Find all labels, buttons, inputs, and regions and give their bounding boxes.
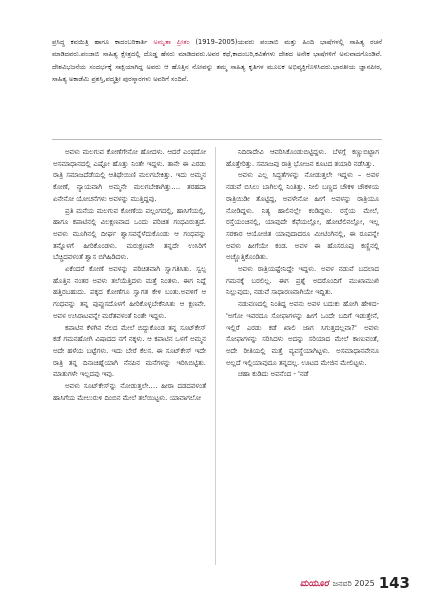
page-number: 143	[378, 574, 410, 592]
author-intro	[52, 36, 382, 86]
magazine-logo: ಮಯೂರ	[299, 579, 329, 589]
issue-date: ಜನವರಿ 2025	[332, 579, 375, 588]
story-paragraph: ನಡುವಣದಲ್ಲಿ ನಿಂತಿದ್ದ ಅವನು ಅವಳ ಬದುಕು ಹೋಗಿ ಹೇಳಿದ- 'ಅಗೋ ಇವರದೂ ಸೋಫಾಗಳನ್ನು ಹೀಗೆ ಒಂದೇ ಬದಿಗೆ ಇಡುತ್ತೇನೆ, ಇಲ್ಲಿರೆ ಎರಡು ಕಡೆ ಖಾಲಿ ಜಾಗ ಸಿಗುತ್ತದಲ್ಲವಾ?' ಅವಳು ಸೋಫಾಗಳನ್ನು ಸರಿಸಿದಳು ಅದನ್ನು ಸರಿಯಾದ ಮೇಲೆ ಕಾಣುವಂತೆ, ಅದೇ ರೀತಿಯಲ್ಲಿ ಮತ್ತೆ ವ್ಯವಸ್ಥೆಯಾಗಿಟ್ಟಳು. ಅಸಮಾಧಾನವೇನೂ ಅಲ್ಲದೆ ಇಲ್ಲಿಯಾವುದೂ ತನ್ನದಲ್ಲ. ಊಟದ ಮೇಜಿನ ಮೇಲಿಟ್ಟಳು.	[226, 300, 379, 367]
story-paragraph: ಚಹಾ ಕುಡಿದು ಅವನೆಂದ - 'ನಡೆ	[238, 370, 309, 379]
intro-text-after: (1919–2005)ಯವರು ಪಂಜಾಬಿ ಮತ್ತು ಹಿಂದಿ ಭಾಷೆಗಳಲ್ಲಿ ಸಾಹಿತ್ಯ ರಚನೆ ಮಾಡಿದವರು.ಪಂಜಾಬಿ ಸಾಹಿತ್ಯ ಕ್ಷೇತ್ರದಲ್ಲಿ ದೊಡ್ಡ ಹೆಸರು ಮಾಡಿದವರು.ಅವರ ಕಥೆ,ಕಾದಂಬರಿ,ಕವಿತೆಗಳು ದೇಶದ ಅನೇಕ ಭಾಷೆಗಳಿಗೆ ಅನುವಾದಗೊಂಡಿವೆ. ದೇಶವಿಭಜನೆಯ ಸಂದರ್ಭಕ್ಕೆ ಸಾಕ್ಷಿಯಾಗಿದ್ದ ಅವರು ಆ ಹೊತ್ತಿನ ನೋವನ್ನು ತಮ್ಮ ಸಾಹಿತ್ಯ ಕೃತಿಗಳ ಮೂಲಕ ಅಭಿವ್ಯಕ್ತಿಗೊಳಿಸಿದರು.ಭಾರತೀಯ ಜ್ಞಾನಪೀಠ, ಸಾಹಿತ್ಯ ಅಕಾಡೆಮಿ ಪ್ರಶಸ್ತಿ,ಪದ್ಮಶ್ರೀ ಪುರಸ್ಕಾರಗಳು ಅವರಿಗೆ ಸಂದಿವೆ.	[52, 38, 382, 84]
page-footer	[300, 576, 410, 591]
story-paragraph: ಅವಳು ಎಲ್ಲ ಸಿದ್ಧತೆಗಳನ್ನು ನೋಡುತ್ತಲೇ ಇದ್ದಳು – ಅವಳ ನಡುವೆ ಬಿಸಿಲು ಬಾಗಿಲಲ್ಲಿ ನಿಂತಿತ್ತು. ನೀಲಿ ಬಣ್ಣದ ಚೌಕಳಿ ಚೌಕಳಿಯ ರಾತ್ರಿಯಿಡೀ ತೊಟ್ಟಿದ್ದ, ಅವಳೇನೋ ಹೀಗೆ ಅವಳನ್ನು ರಾತ್ರಿಯೂ ನೋಡಿದ್ದಳು. ನಿತ್ಯ ಹಾಲಿನಲ್ಲೇ ಕಂಡಿದ್ದಳು. ರಸ್ತೆಯ ಮೇಲೆ, ರಸ್ತೆಯಂಚಿನಲ್ಲಿ, ಯಾವುದೇ ಕೆಫೆಯಲ್ಲೋ, ಹೋಟೆಲಿನಲ್ಲೋ, ಇಲ್ಲ ಸರಕಾರ ಆಯೋಜಿತ ಯಾವುದಾದರೂ ಮೀಟಿಂಗಿನಲ್ಲಿ, ಈ ರೂಪನ್ನೇ ಅವಳು ಹೀಗೆಯೇ ಕಂಡ. ಅವಳ ಈ ಹೊಸರೂಪು ಕಣ್ಣಿನಲ್ಲಿ ಅಚ್ಚೊತ್ತಿಕೊಂಡಿತು.	[226, 171, 379, 262]
story-paragraph: ಏಕೆಂದರೆ ಕೋಣೆ ಅವಳನ್ನು ಪರಿಚಿತವಾಗಿ ಸ್ವಾಗತಿಸಿತು. ಸ್ವಲ್ಪ ಹೊತ್ತಿನ ನಂತರ ಅವಳು ತಲೆಯೆತ್ತಿದಳು ಮತ್ತೆ ನಿಂತಳು. ಈಗ ನಿದ್ದೆ ಹತ್ತಿರಬಹುದು. ಪಕ್ಕದ ಕೋಣೆಗೂ ಸ್ವಾಗತ ಕೇಳಿ ಬಂತು.ಅವಳಿಗೆ ಆ ಗಂಧವನ್ನು ತನ್ನ ಪುಪ್ಪುಸದೊಳಗೆ ಹೀರಿಕೊಳ್ಳಬೇಕೆನಿಸಿತು ಆ ಕ್ಷಣವೇ. ಅವಳ ಉಸಿರಾಟವನ್ನೇ ಮರೆತವಳಂತೆ ನಿಂತೇ ಇದ್ದಳು.	[53, 265, 206, 320]
story-paragraph: ಅವಳು ಮಲಗುವ ಕೋಣೆಗೇನೋ ಹೋದಳು. ಆದರೆ ಎಂಥದೋ ಅಸಮಾಧಾನದಲ್ಲಿ ಎಷ್ಟೋ ಹೊತ್ತು ನಿಂತೇ ಇದ್ದಳು. ತಾನೇ ಈ ಎರಡು ರಾತ್ರಿ ಸಮಾಜದೆಡೆಯಲ್ಲಿ ಆತಿಥೇಯಿಣಿ ಮಲಗಬೇಕಿತ್ತು. ಇದು ಅಮ್ಮನ ಕೋಣೆ, ನ್ಯಾಯವಾಗಿ ಅಮ್ಮನೇ ಮಲಗಬೇಕಾಗಿತ್ತು…. ತರಹದಾ ಏನೇನೋ ಯೋಚನೆಗಳು ಅವಳನ್ನು ಮುತ್ತಿದ್ದವು.	[53, 148, 206, 203]
author-intro-paragraph	[52, 36, 382, 86]
story-paragraph: ಕಪಾಟಿನ ಕೆಳಗಿನ ನೆಲದ ಮೇಲೆ ಬಿದ್ದುಕೊಂಡ ತನ್ನ ಸೂಟ್‌ಕೇಸ್ ಕಡೆ ಗಮನಹೋಗಿ ವಿಷಾದದ ನಗೆ ನಕ್ಕಳು. ಆ ಕಪಾಟಿನ ಒಳಗೆ ಅಮ್ಮನ ಅದೇ ಹಳೆಯ ಬಟ್ಟೆಗಳು. ಇದು ಬೇರೆ ಕೆಲಸ. ಈ ಸೂಟ್‌ಕೇಸ್ ಇದೇ ರಾತ್ರಿ ತನ್ನ ದಿನಾಚಿಹ್ನೆಯಾಗಿ ನೆನಪಿನ ಮನೆಗಳನ್ನು ಇರಿಸಿಬಿಟ್ಟಿತು. ಮಾತುಗಳೇ ಇಲ್ಲದವು ಇವು.	[53, 323, 206, 379]
story-column-left	[53, 147, 206, 404]
author-name-highlight: ಅಮೃತಾ ಪ್ರೀತಂ	[153, 38, 190, 46]
story-column-right	[226, 147, 379, 381]
column-divider	[215, 147, 216, 565]
story-paragraph: ಪ್ರತಿ ಮನೆಯ ಮಲಗುವ ಕೋಣೆಯ ಪಲ್ಲಂಗದಲ್ಲಿ, ಹಾಸಿಗೆಯಲ್ಲಿ, ಹಾಗೂ ಕಪಾಟಿನಲ್ಲಿ ವಿಲಕ್ಷಣವಾದ ಒಂದು ಪರಿಚಿತ ಗಂಧವಿರುತ್ತದೆ. ಅವಳು ಮೂಗಿನಲ್ಲಿ ದೀರ್ಘ ಶ್ವಾಸವನ್ನೆಳೆದುಕೊಂಡು ಆ ಗಂಧವನ್ನು ತನ್ನೊಳಗೆ ಹೀರಿಕೊಂಡಳು. ಮರುಕ್ಷಣವೇ ತನ್ನದೇ ಉಸಿರಿಗೆ ಬೆಚ್ಚಿದವಳಂತೆ ಶ್ವಾಸ ಬಿಗಿಹಿಡಿದಳು.	[53, 206, 206, 262]
story-paragraph: ಅವಳು ಸೂಟ್‌ಕೇಸ್‌ನ್ನು ನೋಡುತ್ತಲೇ…. ಹೀರಾ ದಡದವಳಂತೆ ಹಾಸಿಗೆಯ ಮೇಲುರುಳಿ ದಿಂಬಿನ ಮೇಲೆ ತಲೆಯಿಟ್ಟಳು. ಯಾವಾಗಲೋ	[53, 382, 206, 402]
intro-text-before: ಪ್ರಸಿದ್ಧ ಕವಯಿತ್ರಿ ಹಾಗೂ ಕಾದಂಬರಿಕಾರ್ತಿ	[52, 38, 148, 46]
story-paragraph: ಅವಳು ರಾತ್ರಿಯಷ್ಟೇನಿದ್ದೇ ಇದ್ದಳು. ಅವಳ ನಡುವೆ ಬದಲಾದ ಗಮನಕ್ಕೆ ಬರಲಿಲ್ಲ. ಈಗ ಪ್ರಶ್ನೆ ಅದರೊಂದಿಗೆ ಮುಖಾಮುಖಿ ನಿಲ್ಲುವುದು, ನಡುವೆ ಸಾಧಾರಣವಾಗಿಯೇ ಇದ್ದಿತು.	[226, 265, 379, 297]
section-divider	[52, 139, 382, 140]
story-paragraph: ನಿದಿರಾದೇವಿ ಆವರಿಸಿಕೊಂಡುಬಿಟ್ಟಿದ್ದಳು. ಬೆಳಗ್ಗೆ ಕಣ್ಣುಬಿಟ್ಟಾಗ ಹೊತ್ತೇರಿತ್ತು. ಸಮಾಜವು ರಾತ್ರಿ ಭೋಜನ ಕೂಟದ ತಯಾರಿ ನಡೆಸಿತ್ತು.	[226, 148, 379, 168]
